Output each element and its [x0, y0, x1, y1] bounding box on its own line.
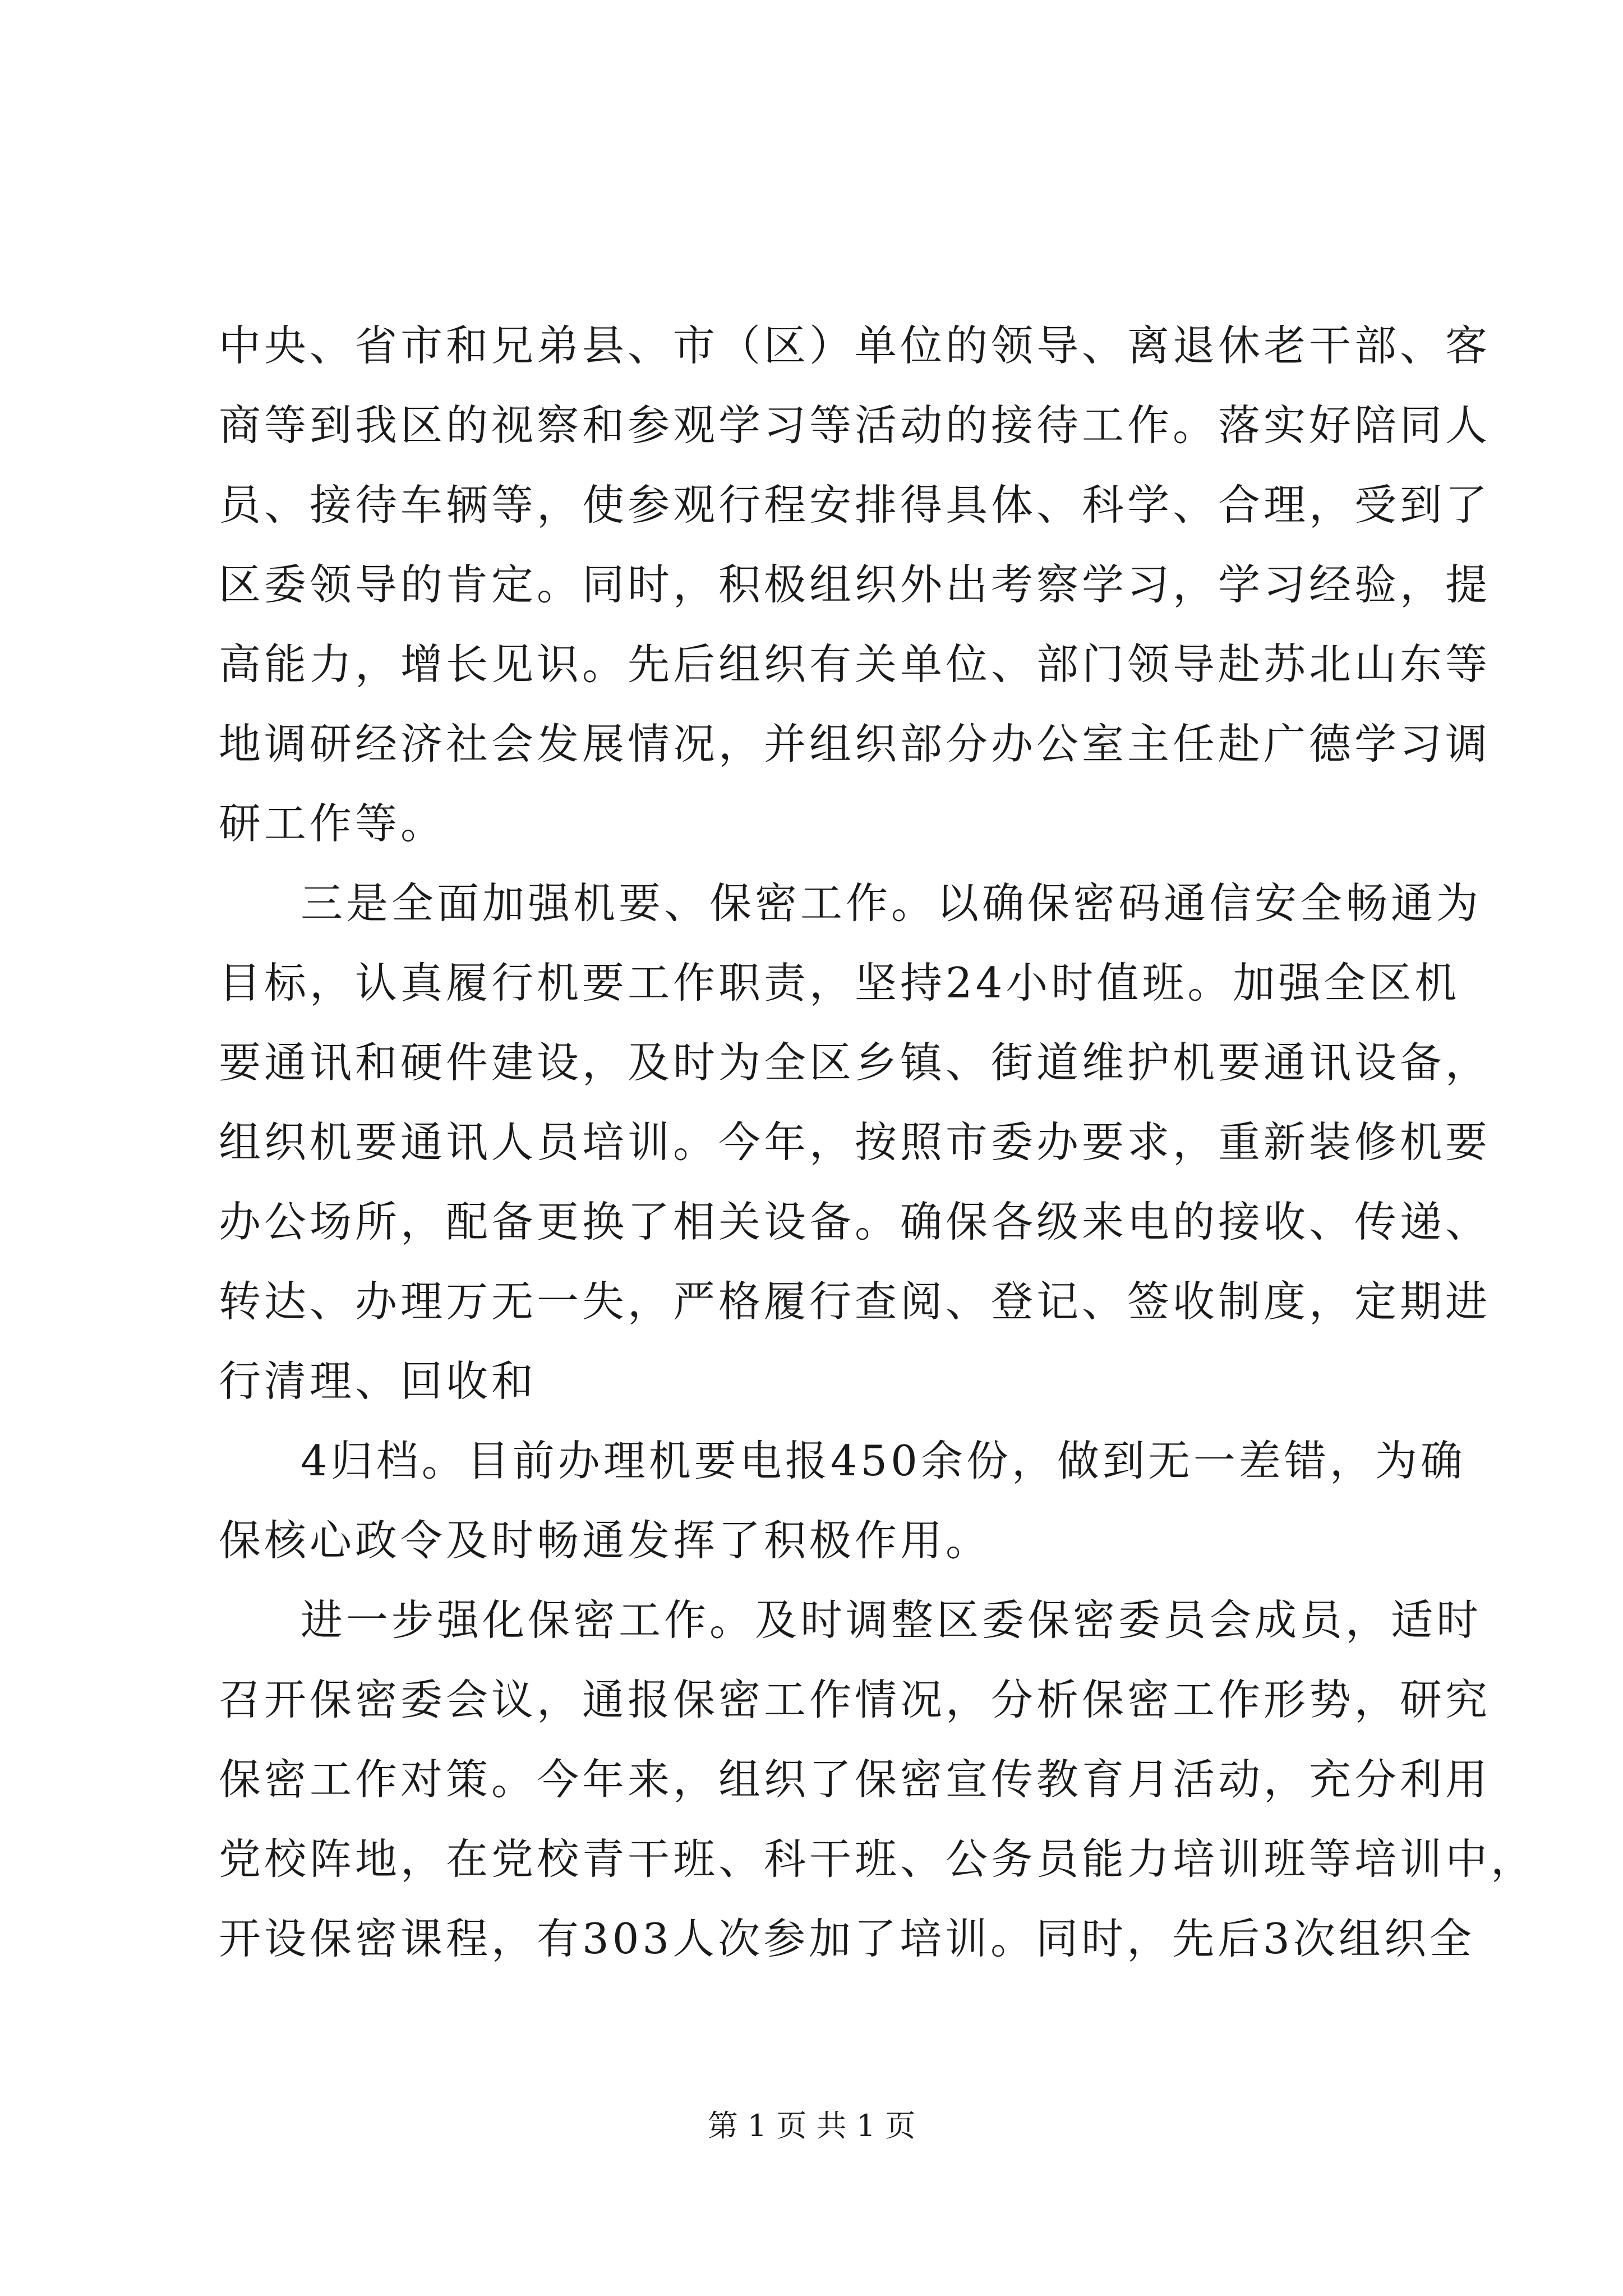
text-line: 行清理、回收和 — [219, 1356, 537, 1406]
text-line: 高能力，增长见识。先后组织有关单位、部门领导赴苏北山东等 — [219, 639, 1491, 689]
text-line: 组织机要通讯人员培训。今年，按照市委办要求，重新装修机要 — [219, 1117, 1491, 1167]
text-line: 目标，认真履行机要工作职责，坚持24小时值班。加强全区机 — [219, 958, 1460, 1007]
text-line: 员、接待车辆等，使参观行程安排得具体、科学、合理，受到了 — [219, 480, 1491, 530]
text-line: 转达、办理万无一失，严格履行查阅、登记、签收制度，定期进 — [219, 1277, 1491, 1326]
text-line: 商等到我区的视察和参观学习等活动的接待工作。落实好陪同人 — [219, 401, 1491, 450]
text-line: 开设保密课程，有303人次参加了培训。同时，先后3次组织全 — [219, 1914, 1475, 1963]
paragraph-start-line: 4归档。目前办理机要电报450余份，做到无一差错，为确 — [301, 1436, 1466, 1485]
page-footer: 第 1 页 共 1 页 — [707, 2108, 916, 2143]
text-line: 召开保密委会议，通报保密工作情况，分析保密工作形势，研究 — [219, 1675, 1491, 1724]
text-line: 党校阵地，在党校青干班、科干班、公务员能力培训班等培训中， — [219, 1834, 1537, 1884]
text-line: 研工作等。 — [219, 799, 446, 848]
text-line: 地调研经济社会发展情况，并组织部分办公室主任赴广德学习调 — [219, 719, 1491, 769]
paragraph-start-line: 三是全面加强机要、保密工作。以确保密码通信安全畅通为 — [301, 878, 1482, 928]
text-line: 办公场所，配备更换了相关设备。确保各级来电的接收、传递、 — [219, 1197, 1491, 1246]
text-line: 区委领导的肯定。同时，积极组织外出考察学习，学习经验，提 — [219, 560, 1491, 609]
text-line: 保核心政令及时畅通发挥了积极作用。 — [219, 1516, 992, 1565]
text-line: 中央、省市和兄弟县、市（区）单位的领导、离退休老干部、客 — [219, 321, 1491, 370]
text-line: 保密工作对策。今年来，组织了保密宣传教育月活动，充分利用 — [219, 1755, 1491, 1804]
body-text — [219, 306, 1537, 1978]
paragraph-start-line: 进一步强化保密工作。及时调整区委保密委员会成员，适时 — [301, 1595, 1482, 1645]
text-line: 要通讯和硬件建设，及时为全区乡镇、街道维护机要通讯设备， — [219, 1038, 1491, 1087]
